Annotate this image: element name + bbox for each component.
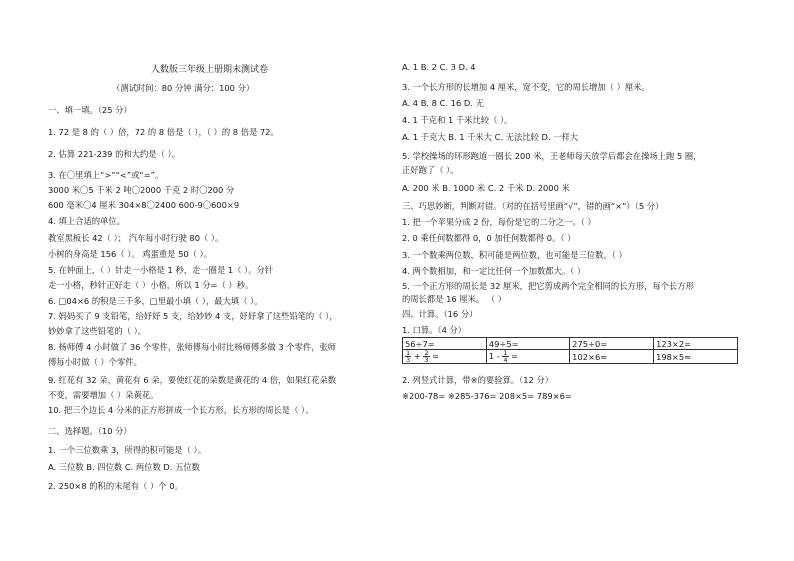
choice-options: A. 4 B. 8 C. 16 D. 无	[402, 98, 484, 108]
calc-cell: 49÷5=	[486, 338, 569, 350]
fraction: $\frac{2}{3}$	[424, 349, 429, 364]
table-row	[403, 338, 738, 350]
question-line: 6. □04×6 的积是三千多，□里最小填（ ），最大填（ ）。	[48, 296, 263, 306]
question-line: 4. 1 千克和 1 千米比较（ ）。	[402, 115, 513, 125]
section-judge-heading: 三、巧思妙断，判断对错。（对的在括号里画“√”，错的画“×”）（5 分）	[402, 201, 664, 211]
choice-options: A. 三位数 B. 四位数 C. 两位数 D. 五位数	[48, 462, 200, 472]
question-line: 不变，需要增加（ ）朵黄花。	[48, 390, 159, 400]
calc-cell: 56÷7=	[403, 338, 487, 350]
calc-cell: 198×5≈	[654, 350, 738, 364]
table-row	[403, 350, 738, 364]
calc-cell: 275÷0=	[570, 338, 654, 350]
question-line: 2. 0 乘任何数都得 0，0 加任何数都得 0。（ ）	[402, 233, 576, 243]
question-line: 4. 填上合适的单位。	[48, 216, 125, 226]
question-line: 5. 学校操场的环形跑道一圈长 200 米，王老师每天放学后都会在操场上跑 5 圈，	[402, 151, 702, 161]
calc-cell: 123×2=	[654, 338, 738, 350]
choice-options: A. 1 千克大 B. 1 千米大 C. 无法比较 D. 一样大	[402, 132, 579, 142]
choice-options: A. 1 B. 2 C. 3 D. 4	[402, 62, 476, 72]
exam-subtitle: （测试时间：80 分钟 满分：100 分）	[112, 83, 255, 93]
question-line: 1. 把一个苹果分成 2 份，每份是它的二分之一。（ ）	[402, 217, 596, 227]
question-line: 正好跑了（ ）。	[402, 165, 459, 175]
section-fill-heading: 一、填一填。（25 分）	[48, 105, 132, 115]
calc-cell: 1 - $\frac{1}{4}$ =	[486, 350, 569, 364]
question-line: 妙妙拿了这些铅笔的（ ）。	[48, 326, 147, 336]
choice-options: A. 200 米 B. 1000 米 C. 2 千米 D. 2000 米	[402, 183, 570, 193]
exam-title: 人数版三年级上册期末测试卷	[151, 65, 269, 75]
question-line: 2. 250×8 的积的末尾有（ ）个 0。	[48, 481, 183, 491]
question-line: 小树的身高是 156（ ）。 鸡蛋重是 50（ ）。	[48, 249, 213, 259]
fraction: $\frac{1}{3}$	[406, 349, 411, 364]
question-line: ※200-78= ※285-376= 208×5= 789×6=	[402, 391, 572, 401]
question-line: 600 毫米〇4 厘米 304×8〇2400 600-9〇600×9	[48, 200, 240, 210]
question-line: 3. 一个数乘两位数，积可能是两位数，也可能是三位数。（ ）	[402, 250, 627, 260]
question-line: 10. 把三个边长 4 分米的正方形拼成一个长方形，长方形的周长是（ ）。	[48, 405, 314, 415]
question-line: 9. 红花有 32 朵，黄花有 6 朵，要使红花的朵数是黄花的 4 倍，如果红花朵数	[48, 375, 337, 385]
question-line: 8. 杨师傅 4 小时做了 36 个零件，张师傅每小时比杨师傅多做 3 个零件，张师	[48, 342, 337, 352]
question-line: 1. 一个三位数乘 3，所得的积可能是（ ）。	[48, 445, 207, 455]
question-line: 走一小格，秒针正好走（ ）小格，所以 1 分=（ ）秒。	[48, 280, 254, 290]
question-line: 7. 妈妈买了 9 支铅笔，给妤妤 5 支，给妙妙 4 支，妤妤拿了这些铅笔的（ ），	[48, 311, 338, 321]
question-line: 2. 列竖式计算，带※的要验算。（12 分）	[402, 375, 554, 385]
question-line: 4. 两个数相加，和一定比任何一个加数都大。（ ）	[402, 266, 586, 276]
question-line: 3000 米〇5 千米 2 吨〇2000 千克 2 时〇200 分	[48, 185, 235, 195]
question-line: 5. 在钟面上，（ ）针走一小格是 1 秒，走一圈是 1（ ）。分针	[48, 265, 274, 275]
question-line: 的周长都是 16 厘米。 （ ）	[402, 294, 507, 304]
question-line: 1. 口算。（4 分）	[402, 325, 467, 335]
calc-cell: 102×6≈	[570, 350, 654, 364]
question-line: 2. 估算 221-239 的和大约是（ ）。	[48, 149, 180, 159]
question-line: 傅每小时做（ ）个零件。	[48, 357, 142, 367]
oral-calc-table	[402, 337, 738, 364]
section-calc-heading: 四、计算。（16 分）	[402, 309, 478, 319]
question-line: 1. 72 是 8 的（ ）倍，72 的 8 倍是（ ），（ ）的 8 倍是 72。	[48, 127, 279, 137]
question-line: 教室黑板长 42（ ）； 汽车每小时行驶 80（ ）。	[48, 233, 224, 243]
question-line: 3. 一个长方形的长增加 4 厘米，宽不变，它的周长增加（ ）厘米。	[402, 82, 650, 92]
fraction: $\frac{1}{4}$	[503, 349, 508, 364]
calc-cell: $\frac{1}{3}$ + $\frac{2}{3}$ =	[403, 350, 487, 364]
question-line: 3. 在〇里填上“>”“<”或“=”。	[48, 170, 164, 180]
section-choice-heading: 二、选择题。（10 分）	[48, 426, 132, 436]
question-line: 5. 一个正方形的周长是 32 厘米，把它剪成两个完全相同的长方形，每个长方形	[402, 281, 694, 291]
